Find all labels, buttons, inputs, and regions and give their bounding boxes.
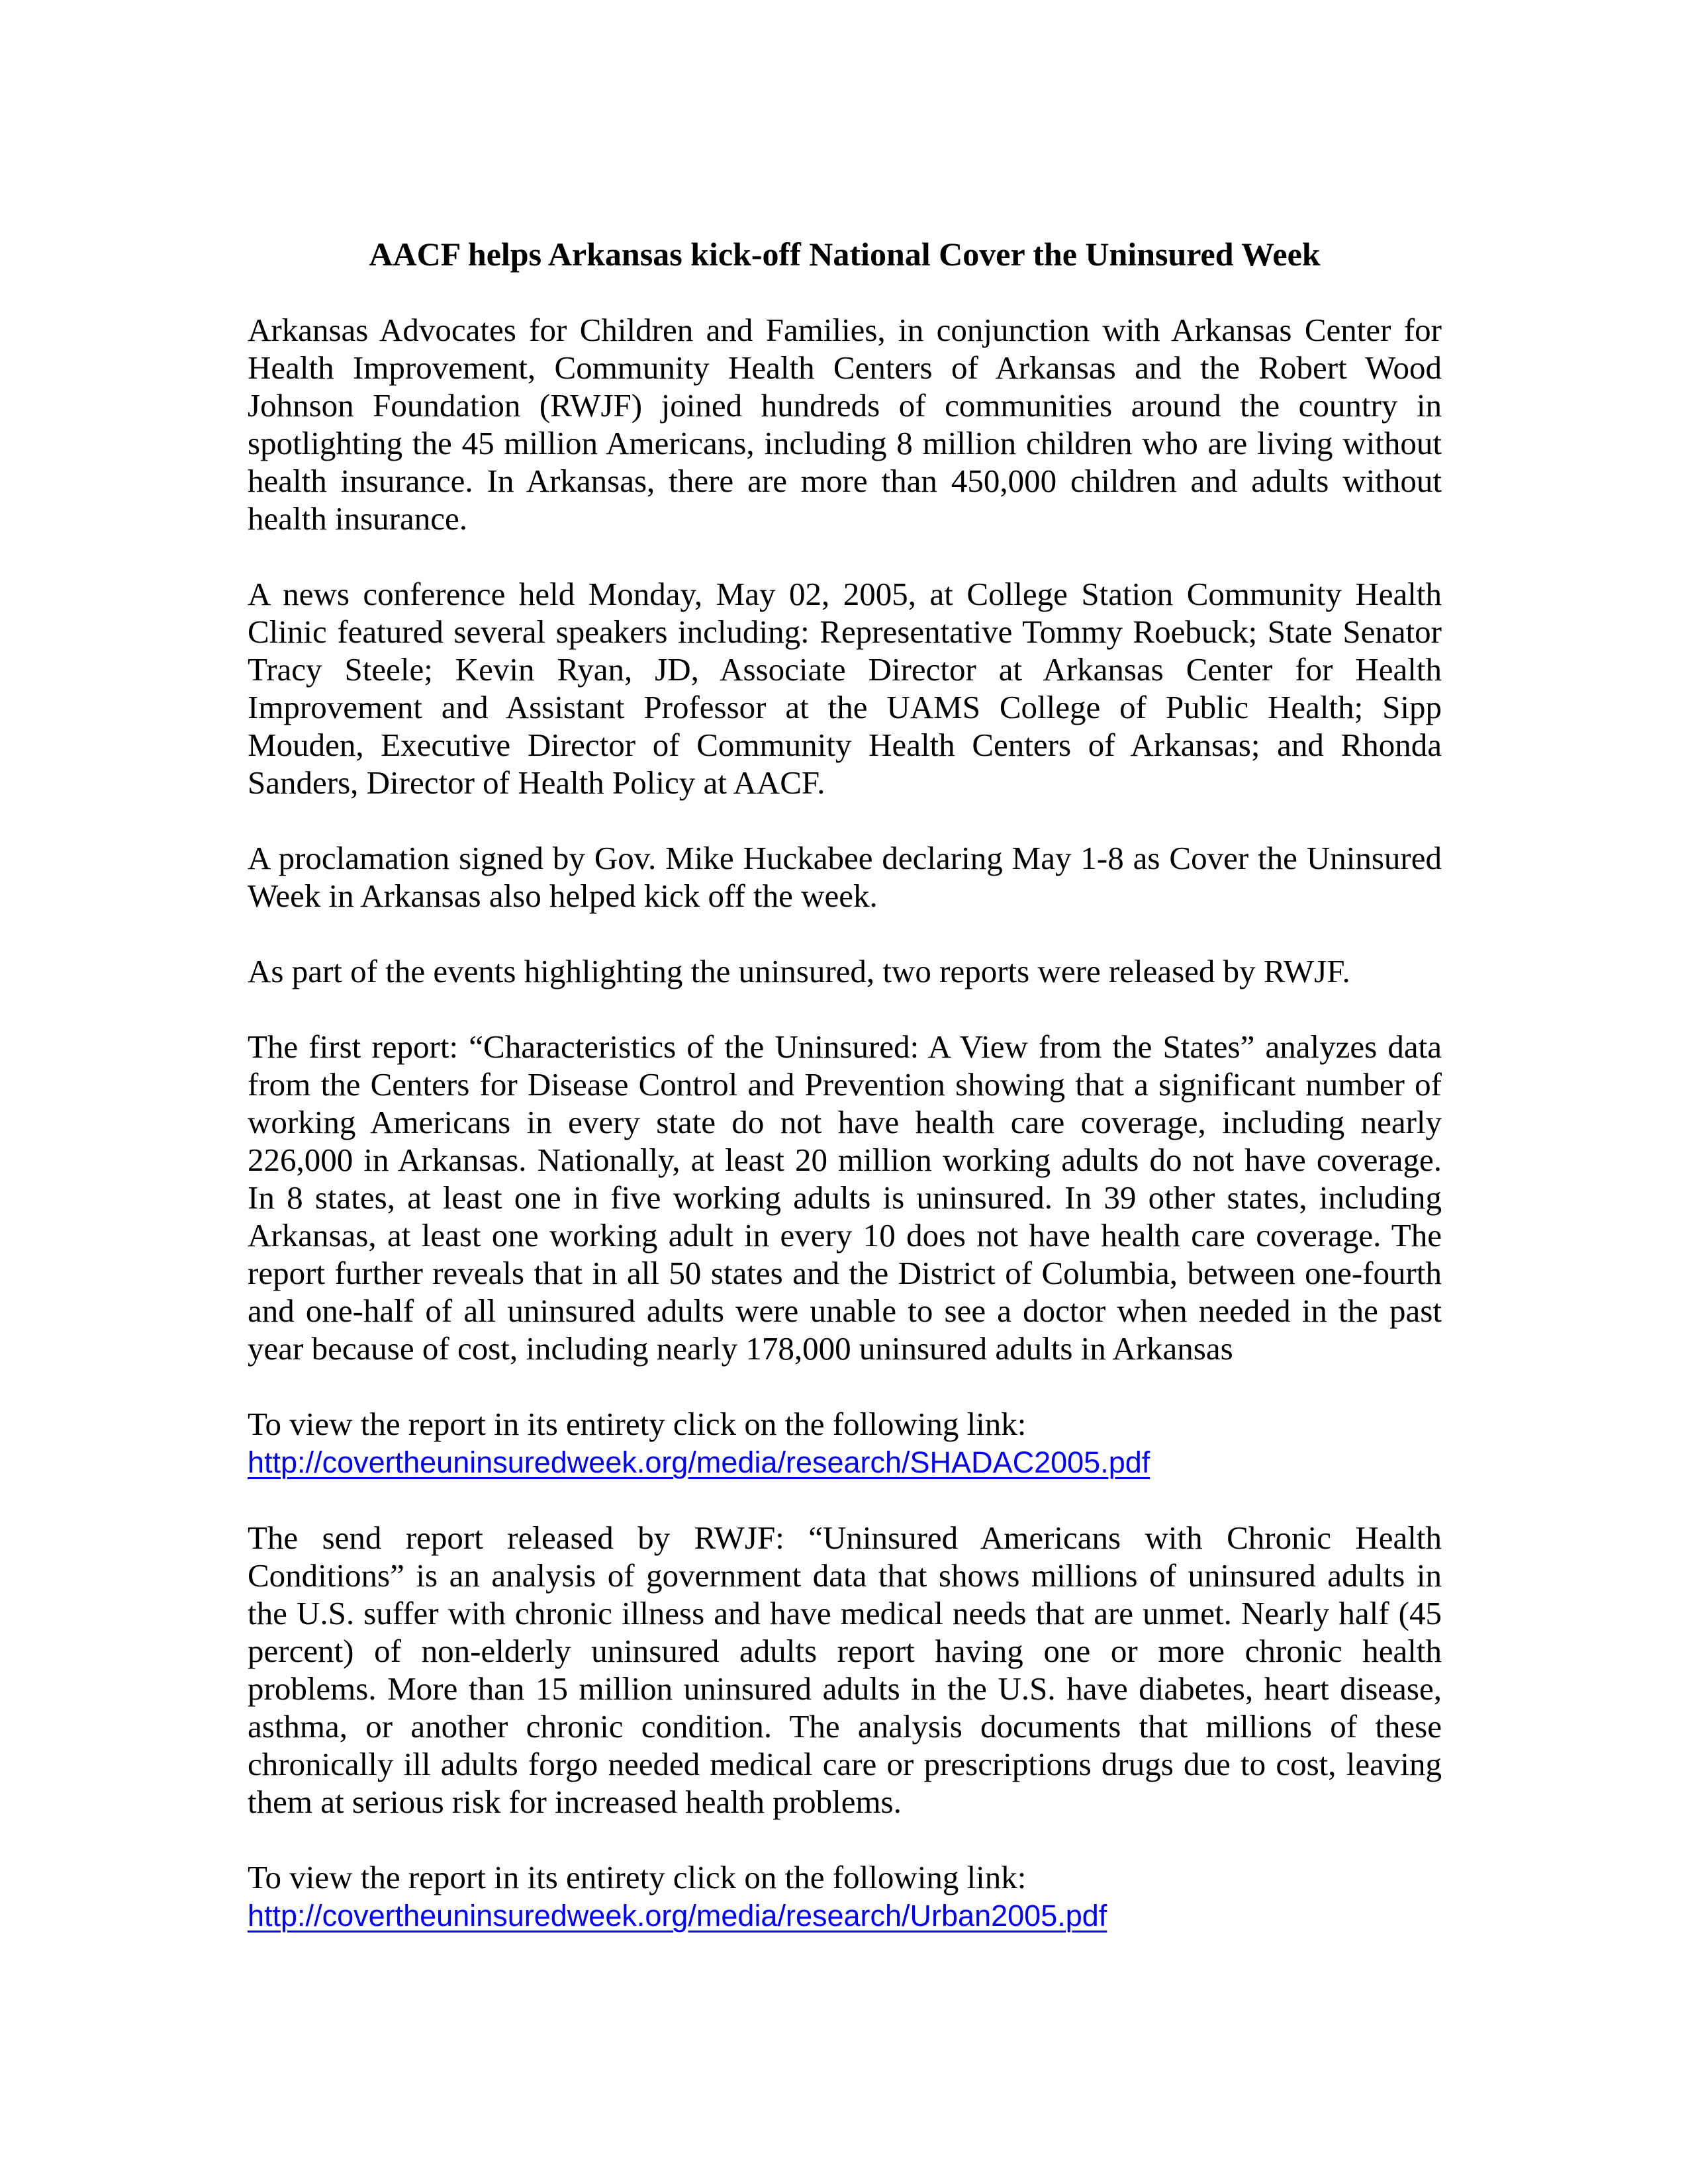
link-intro-second-report: To view the report in its entirety click on the following link: [248, 1859, 1027, 1895]
paragraph-news-conference: A news conference held Monday, May 02, 2005, at College Station Community Health Clinic featured several speakers including: Representative Tommy Roebuck; State Senator Tracy Steele; Kevin Ryan, JD, Associate Director at Arkansas Center for Health Improvement and Assistant Professor at the UAMS College of Public Health; Sipp Mouden, Executive Director of Community Health Centers of Arkansas; and Rhonda Sanders, Director of Health Policy at AACF. [248, 576, 1442, 801]
shadac-report-link[interactable]: http://covertheuninsuredweek.org/media/research/SHADAC2005.pdf [248, 1445, 1150, 1479]
link-line-shadac [248, 1443, 1442, 1481]
document-title: AACF helps Arkansas kick-off National Cover the Uninsured Week [369, 236, 1321, 273]
link-intro-first-report: To view the report in its entirety click on the following link: [248, 1406, 1027, 1442]
paragraph-proclamation: A proclamation signed by Gov. Mike Huckabee declaring May 1-8 as Cover the Uninsured Week in Arkansas also helped kick off the week. [248, 840, 1442, 914]
paragraph-second-report: The send report released by RWJF: “Uninsured Americans with Chronic Health Conditions” is an analysis of government data that shows millions of uninsured adults in the U.S. suffer with chronic illness and have medical needs that are unmet. Nearly half (45 percent) of non-elderly uninsured adults report having one or more chronic health problems. More than 15 million uninsured adults in the U.S. have diabetes, heart disease, asthma, or another chronic condition. The analysis documents that millions of these chronically ill adults forgo needed medical care or prescriptions drugs due to cost, leaving them at serious risk for increased health problems. [248, 1520, 1442, 1820]
paragraph-reports-released: As part of the events highlighting the uninsured, two reports were released by RWJF. [248, 953, 1350, 989]
paragraph-organizations: Arkansas Advocates for Children and Families, in conjunction with Arkansas Center for Health Improvement, Community Health Centers of Arkansas and the Robert Wood Johnson Foundation (RWJF) joined hundreds of communities around the country in spotlighting the 45 million Americans, including 8 million children who are living without health insurance. In Arkansas, there are more than 450,000 children and adults without health insurance. [248, 312, 1442, 537]
urban-report-link[interactable]: http://covertheuninsuredweek.org/media/research/Urban2005.pdf [248, 1899, 1107, 1933]
link-line-urban [248, 1896, 1442, 1934]
paragraph-first-report: The first report: “Characteristics of the Uninsured: A View from the States” analyzes data from the Centers for Disease Control and Prevention showing that a significant number of working Americans in every state do not have health care coverage, including nearly 226,000 in Arkansas. Nationally, at least 20 million working adults do not have coverage. In 8 states, at least one in five working adults is uninsured. In 39 other states, including Arkansas, at least one working adult in every 10 does not have health care coverage. The report further reveals that in all 50 states and the District of Columbia, between one-fourth and one-half of all uninsured adults were unable to see a doctor when needed in the past year because of cost, including nearly 178,000 uninsured adults in Arkansas [248, 1028, 1442, 1367]
